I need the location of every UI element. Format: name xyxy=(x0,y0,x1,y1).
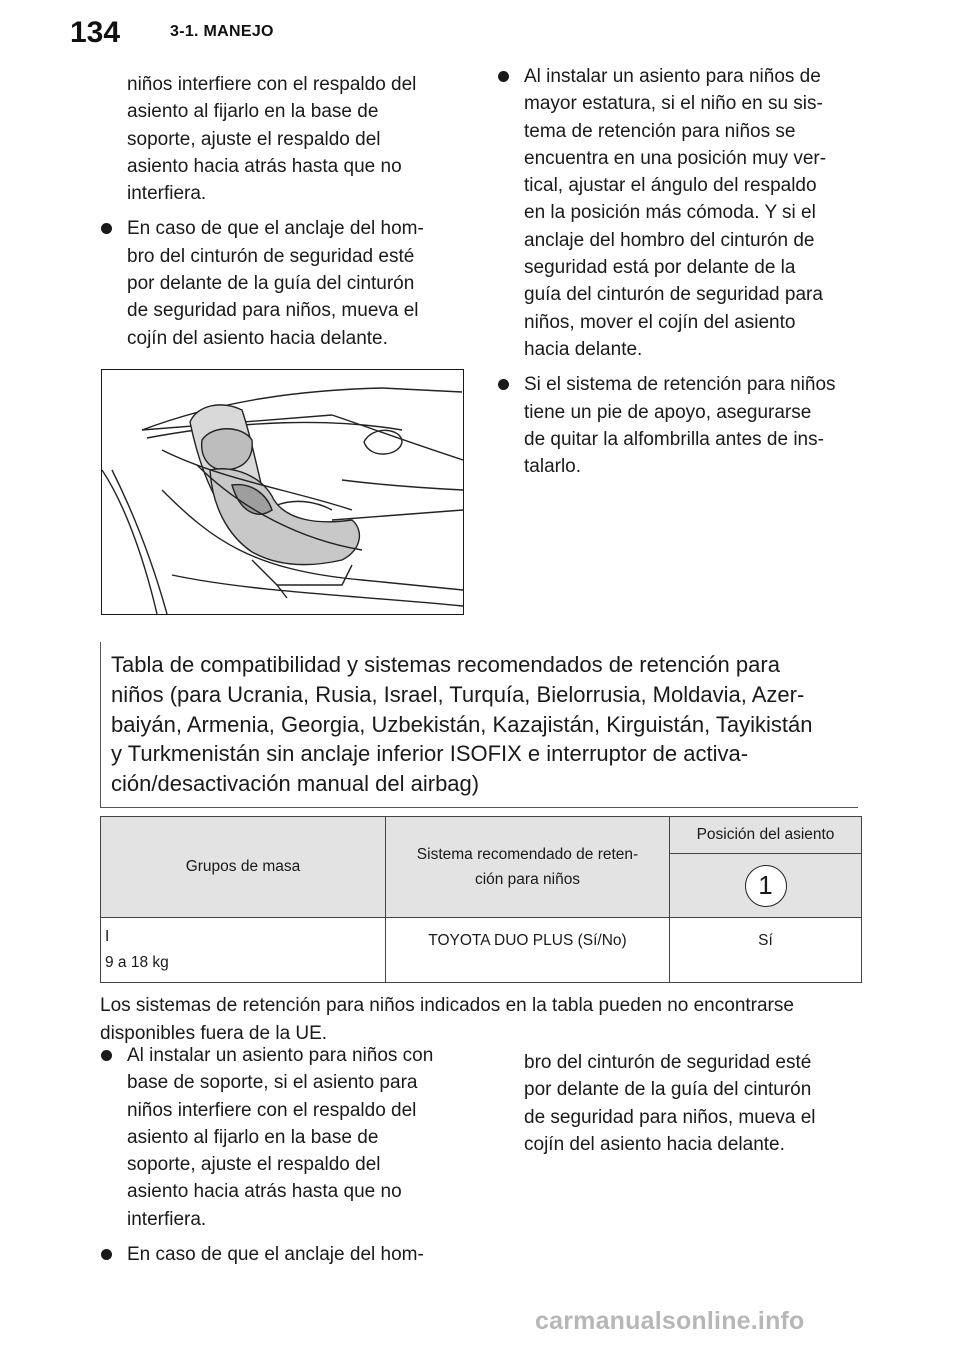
text-line: interfiera. xyxy=(127,183,207,205)
text-line: ción/desactivación manual del airbag) xyxy=(111,771,480,797)
text-line: por delante de la guía del cinturón xyxy=(127,273,415,295)
bullet-item xyxy=(100,1042,480,1233)
text-line: Si el sistema de retención para niños xyxy=(524,374,836,396)
text-line: de quitar la alfombrilla antes de ins- xyxy=(524,428,824,450)
text-line: encuentra en una posición muy ver- xyxy=(524,147,827,169)
cell-value: Sí xyxy=(670,918,862,983)
header-text-line: ción para niños xyxy=(474,871,581,888)
header-seat-position: Posición del asiento xyxy=(670,817,862,854)
cell-group: I xyxy=(105,928,110,945)
text-line: baiyán, Armenia, Georgia, Uzbekistán, Kazajistán, Kirguistán, Tayikistán xyxy=(111,711,813,737)
text-line: anclaje del hombro del cinturón de xyxy=(524,229,815,251)
text-line: Al instalar un asiento para niños con xyxy=(127,1045,434,1066)
text-line: base de soporte, si el asiento para xyxy=(127,1072,418,1094)
text-line: tical, ajustar el ángulo del respaldo xyxy=(524,175,817,197)
text-line: asiento hacia atrás hasta que no xyxy=(127,1181,402,1203)
seat-number-badge: 1 xyxy=(745,865,787,907)
text-line: guía del cinturón de seguridad para xyxy=(524,284,823,306)
header-text-line: Sistema recomendado de reten- xyxy=(416,846,639,863)
text-line: cojín del asiento hacia delante. xyxy=(127,327,388,349)
text-line: bro del cinturón de seguridad esté xyxy=(127,245,415,267)
text-line: de seguridad para niños, mueva el xyxy=(127,300,419,322)
right-column-bottom xyxy=(497,1049,877,1158)
text-line: asiento al fijarlo en la base de xyxy=(127,101,379,123)
text-line: En caso de que el anclaje del hom- xyxy=(127,1244,424,1266)
text-line: interfiera. xyxy=(127,1208,207,1230)
text-line: niños (para Ucrania, Rusia, Israel, Turquía, Bielorrusia, Moldavia, Azer- xyxy=(111,681,805,707)
text-line: talarlo. xyxy=(524,456,582,478)
text-line: asiento hacia atrás hasta que no xyxy=(127,155,402,177)
header-mass-group: Grupos de masa xyxy=(101,817,386,918)
text-line: cojín del asiento hacia delante. xyxy=(524,1133,785,1155)
table-row xyxy=(101,918,862,983)
cell-system: TOYOTA DUO PLUS (Sí/No) xyxy=(386,918,670,983)
bullet-dot-icon xyxy=(101,1249,112,1260)
bullet-item xyxy=(497,63,877,363)
header-seat-number xyxy=(670,854,862,918)
text-line: seguridad está por delante de la xyxy=(524,257,796,279)
bullet-dot-icon xyxy=(498,379,509,390)
text-line: soporte, ajuste el respaldo del xyxy=(127,1154,381,1176)
availability-note xyxy=(100,992,870,1047)
text-line: Los sistemas de retención para niños indicados en la tabla pueden no encontrarse xyxy=(100,995,794,1016)
text-line: tema de retención para niños se xyxy=(524,120,796,142)
car-interior-child-seat-icon xyxy=(102,370,463,614)
compatibility-table xyxy=(100,816,862,983)
continuation-paragraph xyxy=(497,1049,877,1158)
text-line: disponibles fuera de la UE. xyxy=(100,1022,328,1044)
cell-mass: 9 a 18 kg xyxy=(105,954,169,971)
continuation-paragraph xyxy=(100,71,470,207)
bullet-item xyxy=(100,215,470,351)
bullet-item xyxy=(497,371,877,480)
text-line: bro del cinturón de seguridad esté xyxy=(524,1052,812,1073)
text-line: soporte, ajuste el respaldo del xyxy=(127,128,381,150)
text-line: Tabla de compatibilidad y sistemas recomendados de retención para xyxy=(111,652,780,677)
bullet-dot-icon xyxy=(101,223,112,234)
text-line: asiento al fijarlo en la base de xyxy=(127,1126,379,1148)
text-line: mayor estatura, si el niño en su sis- xyxy=(524,93,823,115)
cell-mass-group xyxy=(101,918,386,983)
text-line: Al instalar un asiento para niños de xyxy=(524,66,821,87)
text-line: y Turkmenistán sin anclaje inferior ISOFIX e interruptor de activa- xyxy=(111,741,749,767)
text-line: hacia delante. xyxy=(524,338,643,360)
compatibility-table-title xyxy=(100,642,858,808)
watermark-text: carmanualsonline.info xyxy=(535,1307,805,1335)
header-recommended-system xyxy=(386,817,670,918)
text-line: niños interfiere con el respaldo del xyxy=(127,1099,417,1121)
text-line: en la posición más cómoda. Y si el xyxy=(524,202,816,224)
child-seat-illustration xyxy=(101,369,464,615)
left-column-bottom xyxy=(100,1042,480,1268)
section-title: 3-1. MANEJO xyxy=(170,23,274,40)
text-line: niños, mover el cojín del asiento xyxy=(524,311,796,333)
right-column-top xyxy=(497,63,877,480)
text-line: En caso de que el anclaje del hom- xyxy=(127,218,424,240)
bullet-item xyxy=(100,1241,480,1268)
text-line: tiene un pie de apoyo, asegurarse xyxy=(524,401,812,423)
page-number: 134 xyxy=(70,16,121,49)
bullet-dot-icon xyxy=(498,71,509,82)
left-column-top xyxy=(100,71,470,352)
text-line: niños interfiere con el respaldo del xyxy=(127,74,417,95)
text-line: de seguridad para niños, mueva el xyxy=(524,1106,816,1128)
text-line: por delante de la guía del cinturón xyxy=(524,1079,812,1101)
bullet-dot-icon xyxy=(101,1050,112,1061)
